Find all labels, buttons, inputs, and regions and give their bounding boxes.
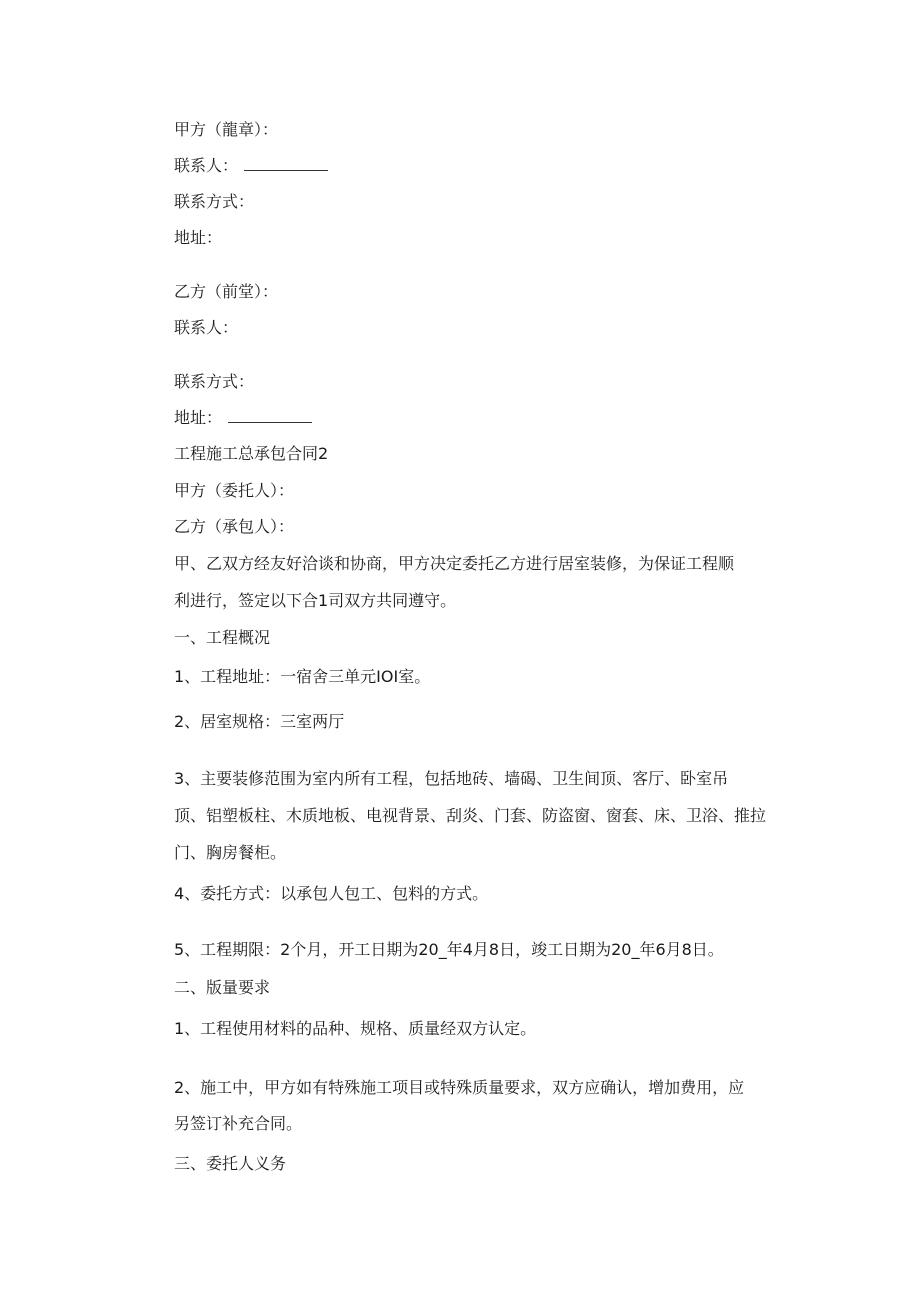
section-1-item-3-line-1: 3、主要装修范围为室内所有工程，包括地砖、墙碣、卫生间顶、客厅、卧室吊 — [174, 769, 729, 788]
section-1-item-1: 1、工程地址：一宿舍三单元IOI室。 — [174, 667, 431, 686]
section-1-item-4: 4、委托方式：以承包人包工、包料的方式。 — [174, 884, 489, 903]
contract-contractor: 乙方（承包人）： — [174, 517, 295, 536]
section-2-title: 二、版量要求 — [174, 978, 271, 997]
party-b-title: 乙方（前堂）： — [174, 282, 279, 301]
party-a-contact-person-label: 联系人： — [174, 156, 239, 175]
section-2-item-2-line-2: 另签订补充合同。 — [174, 1114, 303, 1133]
party-a-address: 地址： — [174, 228, 223, 247]
intro-line-2: 利进行，签定以下合1司双方共同遵守。 — [174, 591, 457, 610]
section-3-title: 三、委托人义务 — [174, 1154, 287, 1173]
party-a-contact-person-row — [174, 155, 328, 177]
party-b-address-blank — [228, 408, 312, 423]
intro-line-1: 甲、乙双方经友好洽谈和协商，甲方决定委托乙方进行居室装修，为保证工程顺 — [174, 554, 735, 573]
contract-heading: 工程施工总承包合同2 — [174, 444, 329, 463]
party-a-contact-person-blank — [244, 156, 328, 171]
party-a-title: 甲方（龍章）： — [174, 120, 279, 139]
section-1-title: 一、工程概况 — [174, 628, 271, 647]
party-b-contact-method: 联系方式： — [174, 372, 255, 391]
party-b-contact-person: 联系人： — [174, 318, 239, 337]
party-a-contact-method: 联系方式： — [174, 192, 255, 211]
party-b-address-label: 地址： — [174, 408, 223, 427]
section-1-item-2: 2、居室规格：三室两厅 — [174, 712, 345, 731]
section-1-item-3-line-2: 顶、铝塑板柱、木质地板、电视背景、刮炎、门套、防盗窗、窗套、床、卫浴、推拉 — [174, 806, 767, 825]
party-b-address-row — [174, 407, 312, 429]
section-2-item-1: 1、工程使用材料的品种、规格、质量经双方认定。 — [174, 1019, 537, 1038]
section-1-item-3-line-3: 门、胸房餐柜。 — [174, 843, 287, 862]
contract-client: 甲方（委托人）： — [174, 481, 295, 500]
section-2-item-2-line-1: 2、施工中，甲方如有特殊施工项目或特殊质量要求，双方应确认，增加费用，应 — [174, 1078, 745, 1097]
section-1-item-5: 5、工程期限：2个月，开工日期为20_年4月8日，竣工日期为20_年6月8日。 — [174, 940, 724, 959]
